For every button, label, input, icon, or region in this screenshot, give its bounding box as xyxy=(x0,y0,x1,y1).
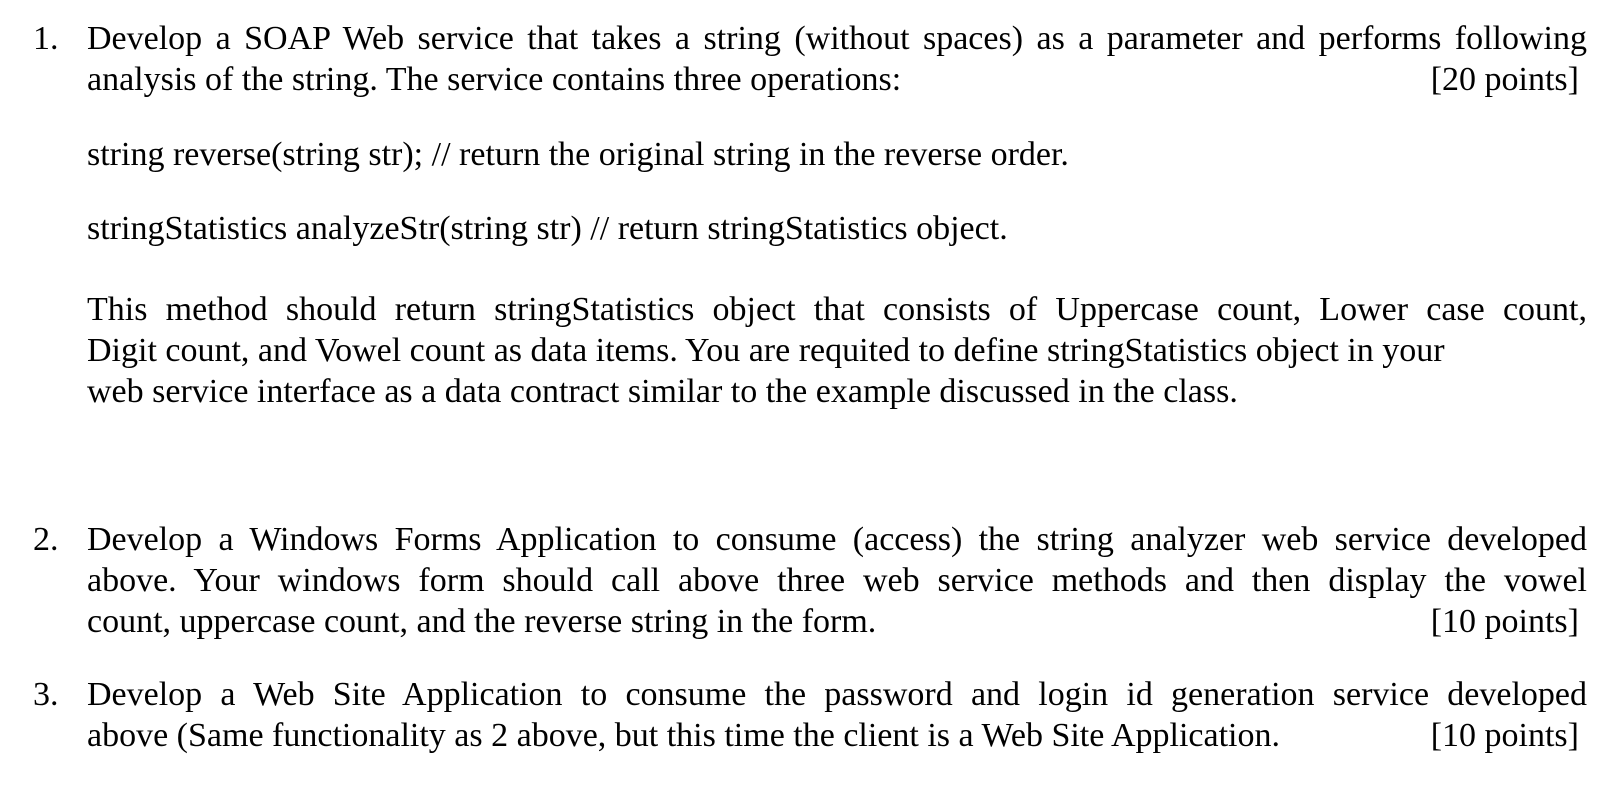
question-text-line xyxy=(87,59,1587,100)
question-text-line xyxy=(87,715,1587,756)
question-number: 2. xyxy=(33,521,59,558)
points-label: [10 points] xyxy=(1430,717,1579,754)
points-label: [20 points] xyxy=(1430,61,1579,98)
description-line: web service interface as a data contract similar to the example discussed in the class. xyxy=(87,373,1238,410)
question-text-line xyxy=(87,601,1587,642)
description-line: This method should return stringStatistics object that consists of Uppercase count, Lower case count, xyxy=(87,291,1587,328)
question-text-line: Develop a Windows Forms Application to consume (access) the string analyzer web service developed xyxy=(87,521,1587,558)
question-text: count, uppercase count, and the reverse string in the form. xyxy=(87,603,877,640)
question-body xyxy=(87,674,1587,756)
question-text: above (Same functionality as 2 above, but this time the client is a Web Site Application. xyxy=(87,717,1280,754)
question-number: 3. xyxy=(33,676,59,713)
question-body xyxy=(87,18,1587,100)
points-label: [10 points] xyxy=(1430,603,1579,640)
question-text-line: above. Your windows form should call above three web service methods and then display the vowel xyxy=(87,562,1587,599)
question-body xyxy=(87,519,1587,642)
operation-description xyxy=(87,289,1587,412)
operation-signature-analyze: stringStatistics analyzeStr(string str) // return stringStatistics object. xyxy=(87,210,1008,247)
question-number: 1. xyxy=(33,20,59,57)
question-text-line: Develop a Web Site Application to consume the password and login id generation service developed xyxy=(87,676,1587,713)
description-line: Digit count, and Vowel count as data items. You are requited to define stringStatistics object in your xyxy=(87,332,1445,369)
question-text-line: Develop a SOAP Web service that takes a string (without spaces) as a parameter and performs following xyxy=(87,20,1587,57)
operation-signature-reverse: string reverse(string str); // return the original string in the reverse order. xyxy=(87,136,1069,173)
question-text: analysis of the string. The service contains three operations: xyxy=(87,61,902,98)
